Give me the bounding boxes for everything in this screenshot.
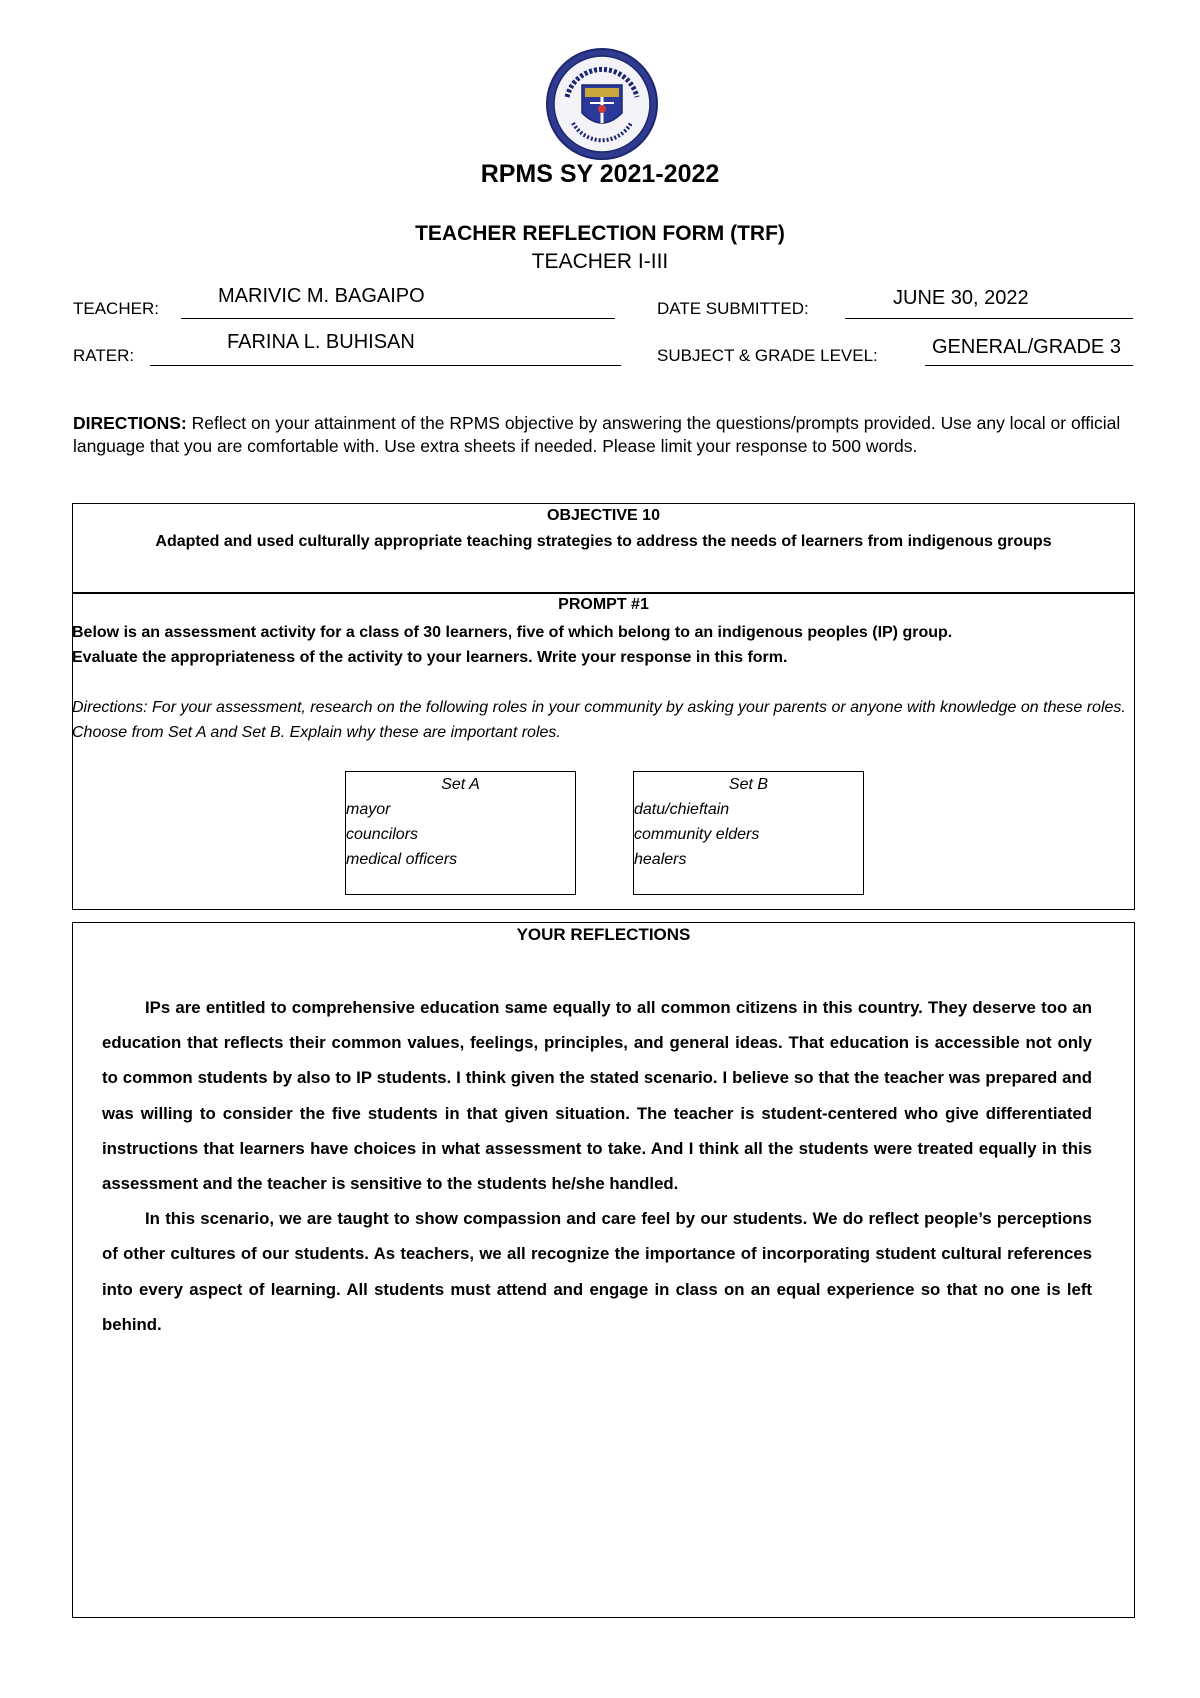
page-title: RPMS SY 2021-2022 bbox=[480, 160, 720, 188]
objective-heading: OBJECTIVE 10 bbox=[547, 507, 660, 524]
prompt-line-2: Evaluate the appropriateness of the activity to your learners. Write your response in this form. bbox=[72, 649, 788, 666]
date-submitted-label: DATE SUBMITTED: bbox=[657, 299, 809, 318]
teacher-underline bbox=[181, 318, 615, 319]
reflection-paragraph-2: In this scenario, we are taught to show compassion and care feel by our students. We do reflect people’s perceptions of other cultures of our students. As teachers, we all recognize the importance of incorporating student cultural references into every aspect of learning. All students must attend and engage in class on an equal experience so that no one is left behind. bbox=[102, 1209, 1092, 1334]
form-subtitle: TEACHER I-III bbox=[531, 250, 669, 273]
reflections-heading: YOUR REFLECTIONS bbox=[516, 925, 691, 944]
rater-underline bbox=[150, 365, 621, 366]
set-a-box bbox=[345, 771, 576, 895]
set-b-box bbox=[633, 771, 864, 895]
directions-text: Reflect on your attainment of the RPMS objective by answering the questions/prompts provided. Use any local or official language that you are comfortable with. Use extra sheets if needed. Please limit your response to 500 words. bbox=[73, 413, 1121, 456]
set-a-item: mayor bbox=[346, 801, 391, 818]
set-a-title: Set A bbox=[441, 776, 480, 793]
set-b-title: Set B bbox=[728, 776, 769, 793]
rater-label: RATER: bbox=[73, 346, 135, 365]
form-title: TEACHER REFLECTION FORM (TRF) bbox=[415, 222, 785, 245]
reflections-body bbox=[102, 990, 1092, 1342]
set-b-item: datu/chieftain bbox=[634, 801, 730, 818]
reflection-paragraph-1: IPs are entitled to comprehensive education same equally to all common citizens in this country. They deserve too an education that reflects their common values, feelings, principles, and general ideas. That education is accessible not only to common students by also to IP students. I think given the stated scenario. I believe so that the teacher was prepared and was willing to consider the five students in that given situation. The teacher is student-centered who give differentiated instructions that learners have choices in what assessment to take. And I think all the students were treated equally in this assessment and the teacher is sensitive to the students he/she handled. bbox=[102, 998, 1092, 1194]
date-submitted-value: JUNE 30, 2022 bbox=[893, 287, 1029, 309]
set-b-item: healers bbox=[634, 851, 687, 868]
subject-grade-label: SUBJECT & GRADE LEVEL: bbox=[657, 346, 878, 365]
activity-directions: Directions: For your assessment, research on the following roles in your community by asking your parents or anyone with knowledge on these roles. Choose from Set A and Set B. Explain why these are important roles. bbox=[72, 699, 1126, 741]
directions-label: DIRECTIONS: bbox=[73, 413, 187, 433]
teacher-label: TEACHER: bbox=[73, 299, 159, 318]
date-underline bbox=[845, 318, 1133, 319]
directions-paragraph bbox=[73, 412, 1133, 458]
prompt-heading: PROMPT #1 bbox=[558, 596, 649, 613]
rater-value: FARINA L. BUHISAN bbox=[227, 331, 415, 353]
set-a-item: medical officers bbox=[346, 851, 458, 868]
set-b-item: community elders bbox=[634, 826, 760, 843]
subject-underline bbox=[925, 365, 1133, 366]
prompt-line-1: Below is an assessment activity for a class of 30 learners, five of which belong to an indigenous peoples (IP) group. bbox=[72, 624, 953, 641]
deped-seal-logo bbox=[545, 47, 659, 161]
teacher-value: MARIVIC M. BAGAIPO bbox=[218, 285, 425, 307]
objective-text: Adapted and used culturally appropriate teaching strategies to address the needs of learners from indigenous groups bbox=[155, 533, 1052, 550]
set-a-item: councilors bbox=[346, 826, 419, 843]
subject-grade-value: GENERAL/GRADE 3 bbox=[932, 336, 1121, 358]
